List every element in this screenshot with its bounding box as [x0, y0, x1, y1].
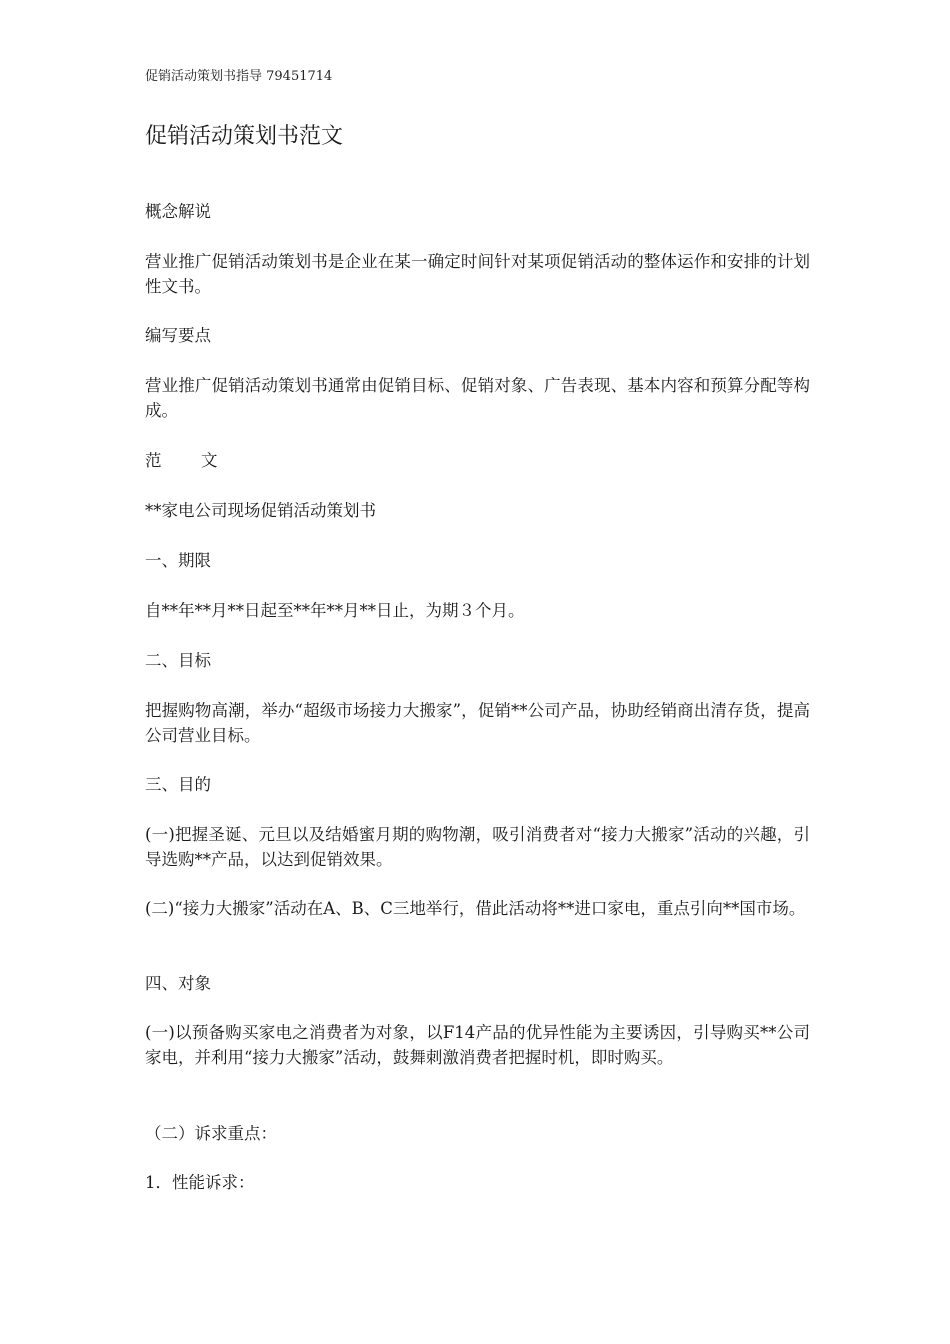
heading-sample-char-2: 文 [201, 451, 218, 470]
sample-title: **家电公司现场促销活动策划书 [145, 501, 376, 520]
section-audience-item-2: （二）诉求重点： [145, 1124, 277, 1143]
heading-concept: 概念解说 [145, 202, 211, 221]
paragraph-writing-points: 营业推广促销活动策划书通常由促销目标、促销对象、广告表现、基本内容和预算分配等构成。 [145, 376, 810, 420]
section-text-goal: 把握购物高潮，举办“超级市场接力大搬家”，促销**公司产品，协助经销商出清存货，提高公司营业目标。 [145, 701, 810, 745]
section-heading-purpose: 三、目的 [145, 775, 211, 794]
page-header: 促销活动策划书指导 79451714 [145, 69, 333, 84]
paragraph-concept: 营业推广促销活动策划书是企业在某一确定时间针对某项促销活动的整体运作和安排的计划性文书。 [145, 252, 810, 296]
document-title: 促销活动策划书范文 [145, 124, 344, 149]
heading-writing-points: 编写要点 [145, 326, 211, 345]
section-audience-sub-1: 1．性能诉求： [145, 1173, 255, 1192]
section-text-period: 自**年**月**日起至**年**月**日止，为期３个月。 [145, 601, 525, 620]
section-heading-audience: 四、对象 [145, 974, 211, 993]
section-purpose-item-2: (二)“接力大搬家”活动在A、B、C三地举行，借此活动将**进口家电，重点引向**国市场。 [145, 899, 806, 918]
heading-sample-char-1: 范 [145, 451, 162, 470]
section-purpose-item-1: (一)把握圣诞、元旦以及结婚蜜月期的购物潮，吸引消费者对“接力大搬家”活动的兴趣，引导选购**产品，以达到促销效果。 [145, 825, 810, 869]
section-heading-goal: 二、目标 [145, 651, 211, 670]
section-heading-period: 一、期限 [145, 551, 211, 570]
section-audience-item-1: (一)以预备购买家电之消费者为对象，以F14产品的优异性能为主要诱因，引导购买**公司家电，并利用“接力大搬家”活动，鼓舞刺激消费者把握时机，即时购买。 [145, 1023, 810, 1067]
heading-sample [145, 448, 810, 473]
